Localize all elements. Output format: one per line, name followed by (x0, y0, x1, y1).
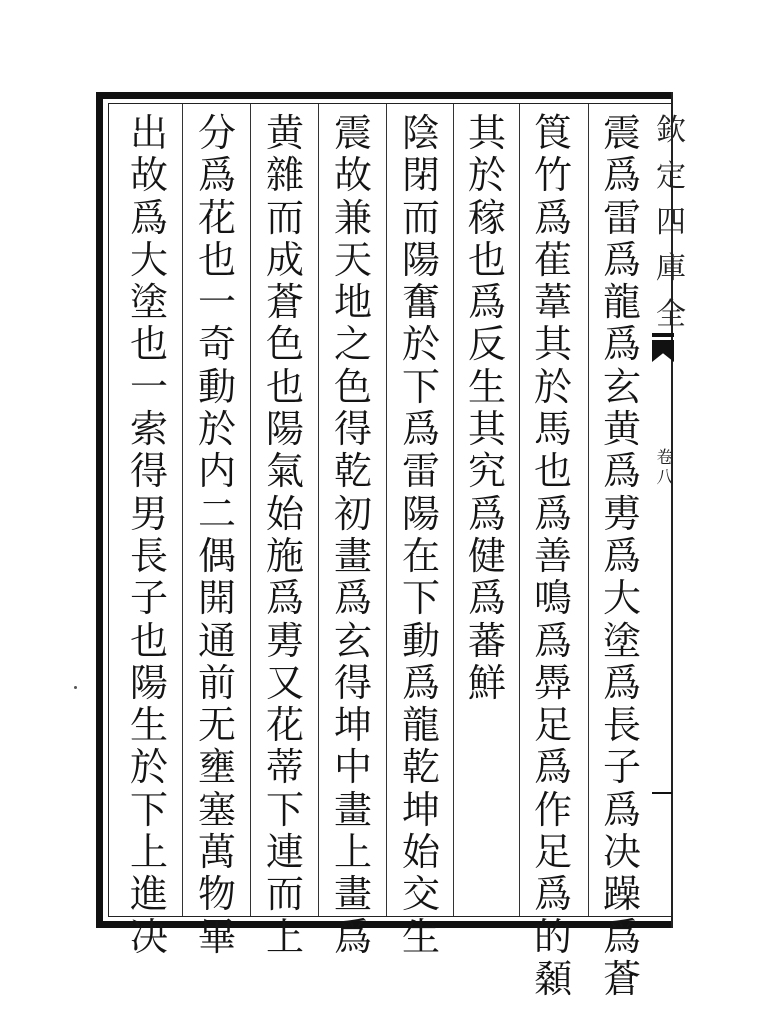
text-char: 生 (467, 364, 506, 409)
text-char: 開 (197, 576, 236, 621)
text-char: 交 (401, 872, 440, 917)
text-char: 究 (467, 449, 506, 494)
text-char: 陽 (401, 491, 440, 536)
text-char: 下 (401, 364, 440, 409)
text-char: 躁 (602, 872, 641, 917)
text-char: 分 (197, 111, 236, 155)
text-char: 色 (333, 364, 372, 409)
text-char: 乾 (333, 449, 372, 494)
text-char: 乾 (401, 745, 440, 790)
column-rule (386, 104, 387, 916)
text-char: 雜 (265, 153, 304, 198)
text-char: 爲 (401, 660, 440, 705)
text-char: 陽 (265, 407, 304, 452)
text-char: 施 (265, 533, 304, 578)
text-char: 進 (129, 872, 168, 917)
text-char: 塞 (197, 787, 236, 832)
text-char: 爲 (602, 449, 641, 494)
text-char: 决 (602, 830, 641, 875)
text-column-7 (187, 112, 247, 958)
text-char: 故 (333, 153, 372, 198)
text-char: 生 (401, 914, 440, 959)
text-char: 故 (129, 153, 168, 198)
text-char: 成 (265, 237, 304, 282)
text-char: 旉 (602, 491, 641, 536)
text-char: 爲 (197, 153, 236, 198)
text-char: 一 (197, 280, 236, 325)
text-char: 動 (197, 364, 236, 409)
column-rule (250, 104, 251, 916)
text-char: 上 (265, 914, 304, 959)
text-char: 天 (333, 237, 372, 282)
text-char: 爲 (533, 618, 572, 663)
text-char: 爲 (129, 195, 168, 240)
text-char: 玄 (602, 364, 641, 409)
text-char: 爲 (602, 914, 641, 959)
text-char: 鳴 (533, 576, 572, 621)
text-char: 馬 (533, 407, 572, 452)
text-char: 而 (265, 195, 304, 240)
text-char: 前 (197, 660, 236, 705)
text-char: 兼 (333, 195, 372, 240)
paper-speck (74, 686, 77, 689)
text-char: 物 (197, 872, 236, 917)
text-column-6 (255, 112, 315, 958)
text-char: 偶 (197, 533, 236, 578)
text-char: 下 (265, 787, 304, 832)
text-char: 也 (129, 618, 168, 663)
text-char: 在 (401, 533, 440, 578)
text-char: 一 (129, 364, 168, 409)
text-char: 子 (129, 576, 168, 621)
text-char: 畫 (333, 787, 372, 832)
text-char: 蒂 (265, 745, 304, 790)
text-char: 男 (129, 491, 168, 536)
text-char: 内 (197, 449, 236, 494)
text-char: 畫 (333, 872, 372, 917)
text-char: 之 (333, 322, 372, 367)
text-column-1 (592, 112, 652, 1000)
text-char: 塗 (129, 280, 168, 325)
text-char: 萑 (533, 237, 572, 282)
text-char: 爲 (602, 533, 641, 578)
column-rule (182, 104, 183, 916)
text-char: 馵 (533, 660, 572, 705)
text-char: 龍 (401, 703, 440, 748)
text-char: 鮮 (467, 660, 506, 705)
text-char: 爲 (602, 153, 641, 198)
text-char: 的 (533, 914, 572, 959)
text-char: 旉 (265, 618, 304, 663)
margin-volume-label (655, 448, 675, 488)
text-char: 爲 (467, 491, 506, 536)
text-char: 下 (129, 787, 168, 832)
text-char: 地 (333, 280, 372, 325)
text-char: 得 (333, 660, 372, 705)
text-char: 足 (533, 703, 572, 748)
text-char: 黄 (602, 407, 641, 452)
text-char: 爲 (602, 660, 641, 705)
text-char: 爲 (467, 280, 506, 325)
fold-tick-mark (652, 792, 672, 794)
column-rule (588, 104, 589, 916)
text-char: 蕃 (467, 618, 506, 663)
text-char: 坤 (333, 703, 372, 748)
text-char: 長 (129, 533, 168, 578)
volume-char: 卷 (656, 448, 674, 468)
text-char: 作 (533, 787, 572, 832)
text-char: 始 (265, 491, 304, 536)
text-char: 萬 (197, 830, 236, 875)
margin-title-char: 四 (656, 205, 686, 240)
text-char: 蒼 (265, 280, 304, 325)
text-char: 其 (467, 407, 506, 452)
text-char: 塗 (602, 618, 641, 663)
text-char: 得 (129, 449, 168, 494)
text-char: 稼 (467, 195, 506, 240)
text-char: 氣 (265, 449, 304, 494)
text-char: 爲 (265, 576, 304, 621)
text-char: 初 (333, 491, 372, 536)
text-char: 又 (265, 660, 304, 705)
text-char: 爲 (533, 872, 572, 917)
text-column-8 (119, 112, 179, 958)
text-char: 爲 (467, 576, 506, 621)
column-rule (519, 104, 520, 916)
text-char: 无 (197, 703, 236, 748)
text-char: 動 (401, 618, 440, 663)
text-column-5 (323, 112, 383, 958)
text-char: 陽 (401, 237, 440, 282)
text-column-3 (457, 112, 517, 704)
text-char: 大 (602, 576, 641, 621)
margin-book-title (650, 108, 692, 338)
text-char: 顙 (533, 956, 572, 1001)
text-char: 通 (197, 618, 236, 663)
text-char: 而 (265, 872, 304, 917)
text-char: 筤 (533, 111, 572, 155)
text-char: 陽 (129, 660, 168, 705)
text-char: 連 (265, 830, 304, 875)
text-char: 足 (533, 830, 572, 875)
text-char: 也 (265, 364, 304, 409)
text-char: 爲 (602, 237, 641, 282)
text-char: 畫 (333, 533, 372, 578)
text-char: 上 (129, 830, 168, 875)
text-char: 始 (401, 830, 440, 875)
text-char: 雷 (401, 449, 440, 494)
text-char: 出 (129, 111, 168, 155)
text-char: 也 (129, 322, 168, 367)
text-char: 爲 (533, 745, 572, 790)
text-char: 陰 (401, 111, 440, 155)
text-char: 色 (265, 322, 304, 367)
text-char: 花 (197, 195, 236, 240)
text-char: 二 (197, 491, 236, 536)
text-char: 子 (602, 745, 641, 790)
text-char: 上 (333, 830, 372, 875)
text-char: 花 (265, 703, 304, 748)
text-char: 壅 (197, 745, 236, 790)
text-char: 中 (333, 745, 372, 790)
text-char: 玄 (333, 618, 372, 663)
text-char: 也 (197, 237, 236, 282)
text-char: 而 (401, 195, 440, 240)
margin-title-char: 庫 (656, 251, 686, 286)
text-char: 爲 (333, 576, 372, 621)
text-char: 决 (129, 914, 168, 959)
text-char: 善 (533, 533, 572, 578)
text-char: 索 (129, 407, 168, 452)
text-char: 下 (401, 576, 440, 621)
text-char: 於 (467, 153, 506, 198)
text-char: 爲 (533, 195, 572, 240)
volume-char: 八 (656, 468, 674, 488)
text-char: 於 (401, 322, 440, 367)
text-char: 於 (533, 364, 572, 409)
text-char: 葦 (533, 280, 572, 325)
column-rule (453, 104, 454, 916)
text-char: 奇 (197, 322, 236, 367)
text-char: 震 (333, 111, 372, 155)
text-char: 坤 (401, 787, 440, 832)
text-char: 於 (129, 745, 168, 790)
inner-border-left (108, 103, 109, 916)
margin-title-char: 欽 (656, 113, 686, 148)
text-char: 閉 (401, 153, 440, 198)
text-char: 長 (602, 703, 641, 748)
text-char: 震 (602, 111, 641, 155)
text-char: 健 (467, 533, 506, 578)
text-column-4 (391, 112, 451, 958)
text-char: 爲 (333, 914, 372, 959)
text-char: 於 (197, 407, 236, 452)
text-char: 奮 (401, 280, 440, 325)
text-char: 反 (467, 322, 506, 367)
text-char: 得 (333, 407, 372, 452)
text-char: 龍 (602, 280, 641, 325)
text-char: 其 (533, 322, 572, 367)
text-char: 黄 (265, 111, 304, 155)
text-char: 大 (129, 237, 168, 282)
column-rule (318, 104, 319, 916)
text-char: 爲 (602, 322, 641, 367)
text-char: 蒼 (602, 956, 641, 1001)
text-char: 雷 (602, 195, 641, 240)
text-char: 也 (533, 449, 572, 494)
text-char: 爲 (602, 787, 641, 832)
text-char: 畢 (197, 914, 236, 959)
margin-title-char: 定 (656, 159, 686, 194)
text-char: 其 (467, 111, 506, 155)
fish-tail-bar-icon (652, 333, 674, 337)
text-char: 生 (129, 703, 168, 748)
margin-title-char: 全 (656, 297, 686, 332)
text-char: 爲 (533, 491, 572, 536)
text-char: 爲 (401, 407, 440, 452)
text-char: 也 (467, 237, 506, 282)
text-column-2 (523, 112, 583, 1000)
text-char: 竹 (533, 153, 572, 198)
